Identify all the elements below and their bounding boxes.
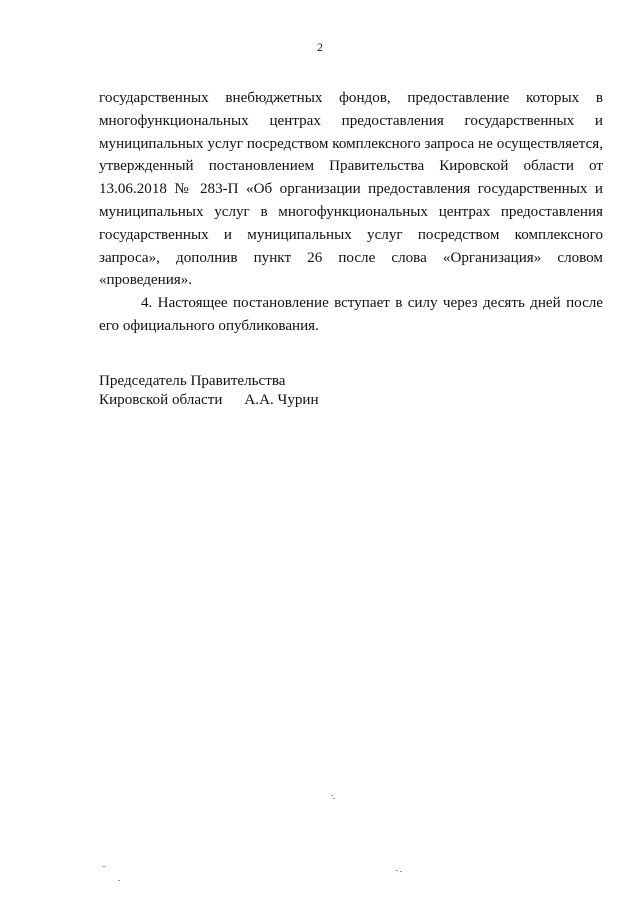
document-body [99,87,603,338]
scan-speck [331,795,333,796]
scan-speck [333,798,335,799]
signature-block [99,372,399,410]
signatory-region: Кировской области [99,392,223,408]
paragraph-continuation: государственных внебюджетных фондов, предоставление которых в многофункциональных центрах предоставления государственных и муниципальных услуг посредством комплексного запроса не осуществляется, утвержденный постановлением Правительства Кировской области от 13.06.2018 № 283-П «Об организации предоставления государственных и муниципальных услуг в многофункциональных центрах предоставления государственных и муниципальных услуг посредством комплексного запроса», дополнив пункт 26 после слова «Организация» словом «проведения». [99,90,603,289]
page-number: 2 [317,40,323,54]
signatory-name: А.А. Чурин [244,392,319,408]
paragraph-item-4: 4. Настоящее постановление вступает в силу через десять дней после его официального опубликования. [99,295,603,334]
signatory-title: Председатель Правительства [99,373,286,389]
scan-speck [400,871,402,872]
scan-speck [118,880,120,881]
scan-speck [396,870,398,871]
signatory-line [99,391,399,410]
scan-speck [103,866,105,867]
